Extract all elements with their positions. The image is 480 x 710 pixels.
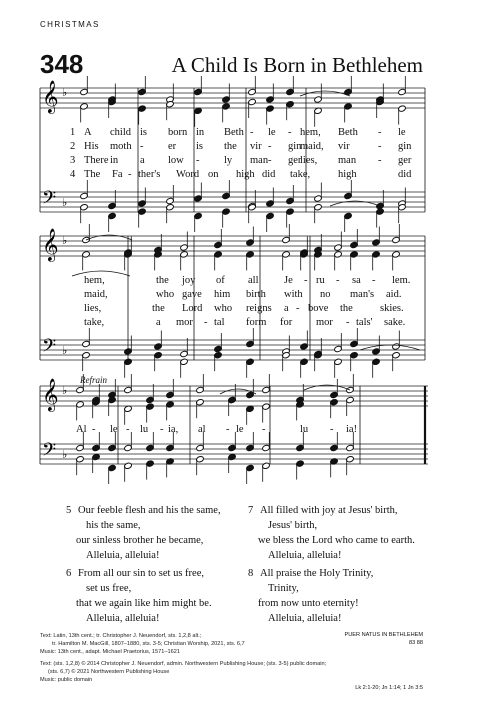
bass-clef: 𝄢 xyxy=(42,440,57,465)
lyric-syllable: Beth xyxy=(338,127,358,138)
lyric-syllable: the xyxy=(340,303,353,314)
lyric-syllable: le xyxy=(236,424,244,435)
lyric-syllable: - xyxy=(196,155,200,166)
lyric-syllable: moth xyxy=(110,141,132,152)
section-label: CHRISTMAS xyxy=(40,20,100,29)
lyric-syllable: a xyxy=(156,317,161,328)
lyric-syllable: did xyxy=(398,169,412,180)
lyric-syllable: Beth xyxy=(224,127,244,138)
flat-sign: ♭ xyxy=(62,344,68,357)
flat-sign: ♭ xyxy=(62,384,68,397)
lyric-syllable: did xyxy=(262,169,276,180)
bass-clef: 𝄢 xyxy=(42,336,57,361)
lyric-syllable: - xyxy=(160,424,164,435)
refrain-label: Refrain xyxy=(80,375,107,385)
lyric-syllable: skies. xyxy=(380,303,404,314)
lyric-syllable: ly xyxy=(224,155,233,166)
lyric-syllable: ru xyxy=(316,275,325,286)
lyric-syllable: ia! xyxy=(346,424,358,435)
flat-sign: ♭ xyxy=(62,86,68,99)
lyric-syllable: - xyxy=(296,303,300,314)
lyric-syllable: le xyxy=(110,424,118,435)
lyric-syllable: take, xyxy=(84,317,105,328)
lyric-syllable: man xyxy=(338,155,357,166)
lyric-syllable: sake. xyxy=(384,317,406,328)
lyric-syllable: sa xyxy=(352,275,361,286)
lyric-syllable: - xyxy=(126,424,130,435)
lyric-syllable: of xyxy=(216,275,225,286)
lyric-syllable: tals' xyxy=(356,317,373,328)
lyric-syllable: form xyxy=(246,317,267,328)
lyric-syllable: Al xyxy=(76,424,87,435)
lyric-syllable: all xyxy=(248,275,259,286)
lyric-syllable: aid. xyxy=(386,289,402,300)
lyric-syllable: ger xyxy=(398,155,412,166)
lyric-syllable: hem, xyxy=(84,275,105,286)
lyric-syllable: vir xyxy=(338,141,350,152)
lyric-syllable: high xyxy=(236,169,255,180)
lyric-syllable: Fa xyxy=(112,169,123,180)
lyric-syllable: lem. xyxy=(392,275,411,286)
lyric-syllable: gin xyxy=(398,141,412,152)
lyric-syllable: - xyxy=(92,424,96,435)
lyric-syllable: with xyxy=(284,289,303,300)
lyric-syllable: hem, xyxy=(300,127,321,138)
hymn-title: A Child Is Born in Bethlehem xyxy=(171,53,423,77)
lyric-syllable: child xyxy=(110,127,131,138)
lyric-syllable: lies, xyxy=(84,303,102,314)
lyric-syllable: lu xyxy=(300,424,309,435)
lyric-syllable: 4 xyxy=(70,169,76,180)
tune-meter: 83 88 xyxy=(409,640,423,646)
lyric-syllable: - xyxy=(336,275,340,286)
slur xyxy=(300,91,350,96)
lyric-syllable: who xyxy=(156,289,175,300)
lyric-syllable: for xyxy=(280,317,293,328)
lyric-syllable: who xyxy=(214,303,233,314)
lyric-syllable: the xyxy=(156,275,169,286)
lyric-syllable: maid, xyxy=(84,289,108,300)
flat-sign: ♭ xyxy=(62,196,68,209)
lyric-syllable: - xyxy=(250,127,254,138)
lyric-syllable: man xyxy=(250,155,269,166)
lyric-syllable: - xyxy=(330,424,334,435)
lyric-syllable: er xyxy=(168,141,177,152)
lyric-syllable: bove xyxy=(308,303,329,314)
lyric-syllable: ia, xyxy=(168,424,179,435)
lyric-syllable: mor xyxy=(316,317,333,328)
lyric-syllable: 1 xyxy=(70,127,76,138)
hymn-number: 348 xyxy=(40,49,84,79)
lyric-syllable: - xyxy=(378,127,382,138)
lyric-syllable: take, xyxy=(290,169,311,180)
lyric-syllable: le xyxy=(398,127,406,138)
lyric-syllable: Je xyxy=(284,275,293,286)
lyric-syllable: - xyxy=(378,155,382,166)
treble-clef: 𝄞 xyxy=(42,228,59,261)
lyric-syllable: The xyxy=(84,169,101,180)
lyric-syllable: - xyxy=(346,317,350,328)
treble-clef: 𝄞 xyxy=(42,378,59,411)
lyric-syllable: low xyxy=(168,155,184,166)
lyric-syllable: birth xyxy=(246,289,266,300)
lyric-syllable: born xyxy=(168,127,188,138)
lyric-syllable: no xyxy=(320,289,331,300)
lyric-syllable: in xyxy=(196,127,205,138)
lyric-syllable: maid, xyxy=(300,141,324,152)
lyric-syllable: the xyxy=(224,141,237,152)
credits-copyright: Text: (sts. 1,2,8) © 2014 Christopher J. Neuendorf, admin. Northwestern Publishing House; (sts. 3-5) public domain; (sts. 6,7) © 2021 Northwestern Publishing House Music: public domain xyxy=(40,661,327,683)
tune-name: PUER NATUS IN BETHLEHEM xyxy=(344,632,423,638)
lyric-syllable: is xyxy=(196,141,204,152)
slur xyxy=(360,345,420,350)
verse-7: 7 All filled with joy at Jesus' birth, Jesus' birth, we bless the Lord who came to earth. Alleluia, alleluia! xyxy=(248,505,415,561)
lyric-syllable: reigns xyxy=(246,303,272,314)
lyric-syllable: - xyxy=(226,424,230,435)
flat-sign: ♭ xyxy=(62,234,68,247)
lyric-syllable: joy xyxy=(182,275,196,286)
lyric-syllable: le xyxy=(268,127,276,138)
lyric-syllable: A xyxy=(84,127,92,138)
lyric-syllable: mor xyxy=(176,317,193,328)
lyric-syllable: There xyxy=(84,155,109,166)
lyric-syllable: His xyxy=(84,141,99,152)
lyric-syllable: in xyxy=(110,155,119,166)
lyric-syllable: - xyxy=(262,424,266,435)
bass-clef: 𝄢 xyxy=(42,188,57,213)
verse-6: 6 From all our sin to set us free, set us free, that we again like him might be. Alleluia, alleluia! xyxy=(66,568,212,624)
scripture-references: Lk 2:1-20; Jn 1:14; 1 Jn 3:5 xyxy=(355,685,423,691)
lyric-syllable: a xyxy=(284,303,289,314)
lyric-syllable: - xyxy=(372,275,376,286)
lyric-syllable: lu xyxy=(140,424,149,435)
lyric-syllable: ger xyxy=(288,155,302,166)
lyric-syllable: tal xyxy=(214,317,225,328)
lyric-syllable: al xyxy=(198,424,206,435)
lyric-syllable: - xyxy=(288,127,292,138)
lyric-syllable: gin xyxy=(288,141,302,152)
flat-sign: ♭ xyxy=(62,448,68,461)
lyric-syllable: Word xyxy=(176,169,200,180)
lyric-syllable: lies, xyxy=(300,155,318,166)
lyric-syllable: is xyxy=(140,127,148,138)
verse-5: 5 Our feeble flesh and his the same, his the same, our sinless brother he became, Alleluia, alleluia! xyxy=(66,505,221,561)
lyric-syllable: high xyxy=(338,169,357,180)
lyric-syllable: ther's xyxy=(138,169,161,180)
treble-clef: 𝄞 xyxy=(42,80,59,113)
lyric-syllable: 3 xyxy=(70,155,76,166)
credits-text: Text: Latin, 13th cent.; tr. Christopher J. Neuendorf, sts. 1,2,8 alt.; tr. Hamilton M. MacGill, 1807–1880, sts. 3-5; Christian Worship, 2021, sts. 6,7 Music: 13th cent., adapt. Michael Praetorius, 1571–1621 xyxy=(40,633,245,655)
verse-8: 8 All praise the Holy Trinity, Trinity, from now unto eternity! Alleluia, alleluia! xyxy=(248,568,374,624)
lyric-syllable: on xyxy=(208,169,219,180)
lyric-syllable: vir xyxy=(250,141,262,152)
lyric-syllable: - xyxy=(140,141,144,152)
lyric-syllable: the xyxy=(152,303,165,314)
lyric-syllable: a xyxy=(140,155,145,166)
lyric-syllable: - xyxy=(378,141,382,152)
lyric-syllable: - xyxy=(304,275,308,286)
lyric-syllable: man's xyxy=(350,289,375,300)
lyric-syllable: - xyxy=(128,169,132,180)
lyric-syllable: him xyxy=(214,289,231,300)
lyric-syllable: 2 xyxy=(70,141,76,152)
lyric-syllable: gave xyxy=(182,289,202,300)
lyric-syllable: Lord xyxy=(182,303,203,314)
lyric-syllable: - xyxy=(204,317,208,328)
lyric-syllable: - xyxy=(268,155,272,166)
lyric-syllable: - xyxy=(268,141,272,152)
